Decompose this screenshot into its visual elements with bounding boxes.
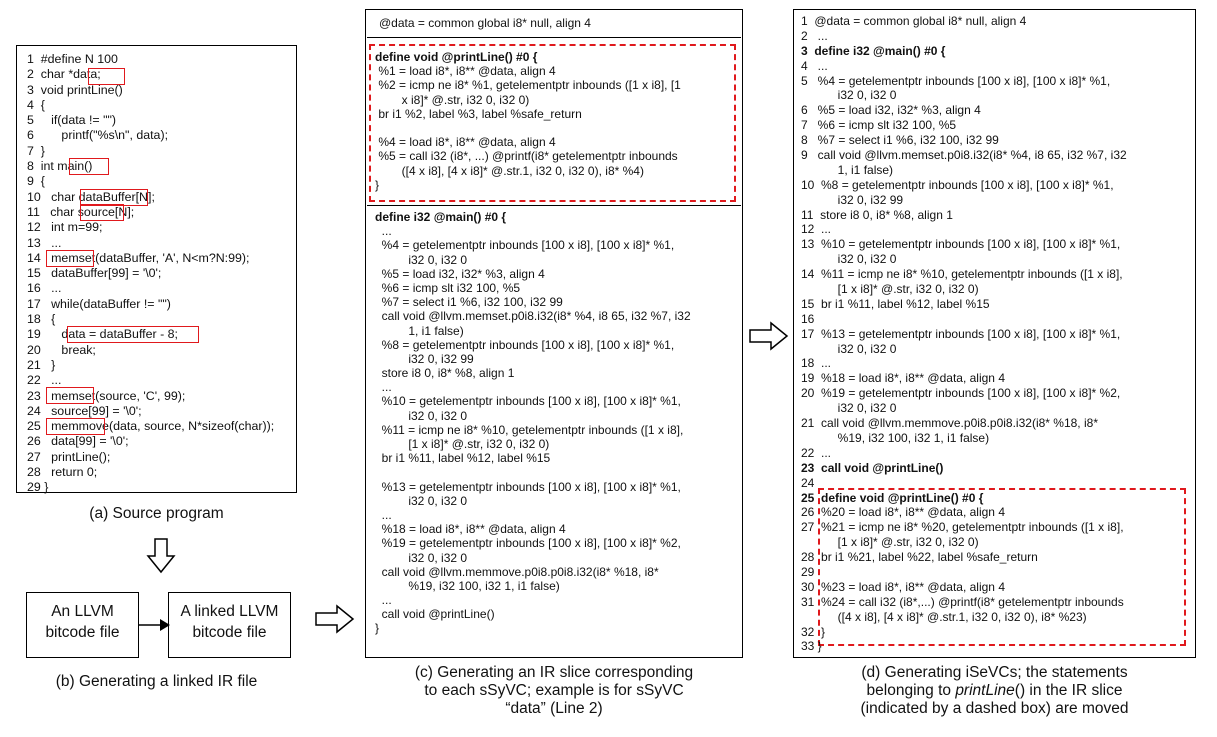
ir-line: ... <box>375 507 392 522</box>
ir-line: %18 = load i8*, i8** @data, align 4 <box>375 522 566 537</box>
ir-line: i32 0, i32 0 <box>375 493 468 508</box>
isevc-line: 5 %4 = getelementptr inbounds [100 x i8], [100 x i8]* %1, <box>801 73 1111 88</box>
isevc-line: 24 <box>801 475 815 490</box>
isevc-line: ([4 x i8], [4 x i8]* @.str.1, i32 0, i32 0), i8* %23) <box>801 609 1087 624</box>
ir-line <box>375 121 681 135</box>
isevc-line: 12 ... <box>801 222 832 237</box>
ir-line: ... <box>375 380 392 395</box>
ir-line: %8 = getelementptr inbounds [100 x i8], [100 x i8]* %1, <box>375 337 675 352</box>
ir-line: br i1 %11, label %12, label %15 <box>375 451 551 466</box>
source-line: 5 if(data != "") <box>27 113 117 128</box>
caption-c-line2: to each sSyVC; example is for sSyVC <box>424 682 684 699</box>
ir-line <box>375 465 691 479</box>
source-line: 22 ... <box>27 373 62 388</box>
isevc-line: 3 define i32 @main() #0 { <box>801 43 946 58</box>
source-line: 9 { <box>27 174 45 189</box>
isevc-line: 1, i1 false) <box>801 162 894 177</box>
caption-c-line1: (c) Generating an IR slice corresponding <box>414 664 694 681</box>
highlight-memset-2 <box>46 387 94 404</box>
isevc-line: 27 %21 = icmp ne i8* %20, getelementptr inbounds ([1 x i8], <box>801 520 1124 535</box>
source-line: 10 char dataBuffer[N]; <box>27 189 155 204</box>
ir-line: %19, i32 100, i32 1, i1 false) <box>375 578 560 593</box>
ir-line: %19 = getelementptr inbounds [100 x i8], [100 x i8]* %2, <box>375 536 681 551</box>
isevc-line: 7 %6 = icmp slt i32 100, %5 <box>801 118 957 133</box>
highlight-memset-1 <box>46 250 94 267</box>
source-line: 24 source[99] = '\0'; <box>27 403 142 418</box>
right-arrow-hollow-2 <box>749 321 789 351</box>
isevc-line: 20 %19 = getelementptr inbounds [100 x i8], [100 x i8]* %2, <box>801 386 1121 401</box>
isevc-line: i32 0, i32 0 <box>801 252 897 267</box>
ir-line: ... <box>375 224 392 239</box>
ir-line: call void @llvm.memmove.p0i8.p0i8.i32(i8* %18, i8* <box>375 564 659 579</box>
ir-line: i32 0, i32 0 <box>375 550 468 565</box>
ir-line: i32 0, i32 0 <box>375 252 468 267</box>
isevc-line: 17 %13 = getelementptr inbounds [100 x i8], [100 x i8]* %1, <box>801 326 1121 341</box>
isevc-line: 30 %23 = load i8*, i8** @data, align 4 <box>801 579 1005 594</box>
caption-a: (a) Source program <box>89 505 224 522</box>
isevc-line: 13 %10 = getelementptr inbounds [100 x i8], [100 x i8]* %1, <box>801 237 1121 252</box>
ir-header: @data = common global i8* null, align 4 <box>379 16 591 30</box>
isevc-line: 26 %20 = load i8*, i8** @data, align 4 <box>801 505 1005 520</box>
source-line: 29 } <box>27 480 49 495</box>
source-line: 2 char *data; <box>27 67 101 82</box>
isevc-line: i32 0, i32 0 <box>801 88 897 103</box>
caption-d-line1: (d) Generating iSeVCs; the statements <box>861 664 1128 681</box>
ir-line: call void @printLine() <box>375 607 495 622</box>
isevc-line: 33 } <box>801 639 822 654</box>
isevc-line: [1 x i8]* @.str, i32 0, i32 0) <box>801 282 979 297</box>
isevc-line: 9 call void @llvm.memset.p0i8.i32(i8* %4, i8 65, i32 %7, i32 <box>801 148 1127 163</box>
source-line: 1 #define N 100 <box>27 52 118 66</box>
down-arrow <box>146 538 176 574</box>
ir-line: %4 = load i8*, i8** @data, align 4 <box>375 135 556 150</box>
isevc-line: 19 %18 = load i8*, i8** @data, align 4 <box>801 371 1005 386</box>
isevc-line: 11 store i8 0, i8* %8, align 1 <box>801 207 953 222</box>
caption-d-line2-italic: printLine <box>955 682 1015 699</box>
source-line: 17 while(dataBuffer != "") <box>27 296 171 311</box>
llvm-bitcode-box <box>26 592 139 658</box>
source-line: 26 data[99] = '\0'; <box>27 434 129 449</box>
caption-d-line2 <box>793 682 1196 700</box>
source-line: 15 dataBuffer[99] = '\0'; <box>27 266 162 281</box>
isevc-line: 15 br i1 %11, label %12, label %15 <box>801 296 990 311</box>
isevc-line: 1 @data = common global i8* null, align 4 <box>801 14 1027 28</box>
ir-line: %11 = icmp ne i8* %10, getelementptr inbounds ([1 x i8], <box>375 422 684 437</box>
isevc-line: 22 ... <box>801 445 832 460</box>
highlight-memmove <box>46 418 105 435</box>
isevc-line: 2 ... <box>801 28 828 43</box>
source-line: 4 { <box>27 97 45 112</box>
source-line: 11 char source[N]; <box>27 204 135 219</box>
isevc-line: 21 call void @llvm.memmove.p0i8.p0i8.i32(i8* %18, i8* <box>801 416 1098 431</box>
ir-line: ([4 x i8], [4 x i8]* @.str.1, i32 0, i32 0), i8* %4) <box>375 163 644 178</box>
isevc-line: 32 } <box>801 624 826 639</box>
source-line: 13 ... <box>27 235 62 250</box>
isevc-line: %19, i32 100, i32 1, i1 false) <box>801 430 990 445</box>
source-line: 14 memset(dataBuffer, 'A', N<m?N:99); <box>27 250 250 265</box>
isevc-line: 16 <box>801 311 815 326</box>
source-line: 12 int m=99; <box>27 220 103 235</box>
ir-line: [1 x i8]* @.str, i32 0, i32 0) <box>375 437 550 451</box>
linked-bitcode-label-2: bitcode file <box>192 624 267 641</box>
caption-c-line3: “data” (Line 2) <box>505 700 603 717</box>
llvm-bitcode-label-2: bitcode file <box>45 624 120 641</box>
ir-line: call void @llvm.memset.p0i8.i32(i8* %4, i8 65, i32 %7, i32 <box>375 309 691 324</box>
isevc-line: 10 %8 = getelementptr inbounds [100 x i8], [100 x i8]* %1, <box>801 177 1114 192</box>
highlight-source <box>80 204 124 221</box>
source-line: 23 memset(source, 'C', 99); <box>27 388 186 403</box>
linked-bitcode-box <box>168 592 291 658</box>
source-line: 18 { <box>27 312 56 327</box>
ir-line: store i8 0, i8* %8, align 1 <box>375 366 515 381</box>
isevc-line: i32 0, i32 0 <box>801 401 897 416</box>
caption-d-line2-tail: () in the IR slice <box>1014 682 1123 699</box>
isevc-line: 29 <box>801 564 815 579</box>
ir-line: } <box>375 177 380 192</box>
ir-line: %5 = call i32 (i8*, ...) @printf(i8* getelementptr inbounds <box>375 149 678 164</box>
ir-line: i32 0, i32 99 <box>375 351 474 366</box>
ir-line: %2 = icmp ne i8* %1, getelementptr inbounds ([1 x i8], [1 <box>375 78 681 93</box>
source-line: 19 data = dataBuffer - 8; <box>27 327 178 342</box>
ir-separator-top <box>367 37 741 38</box>
ir-line: } <box>375 621 380 636</box>
isevc-line: 4 ... <box>801 58 828 73</box>
llvm-bitcode-label-1: An LLVM <box>51 603 114 620</box>
ir-line: i32 0, i32 0 <box>375 408 468 423</box>
highlight-data-assign <box>67 326 199 343</box>
source-line: 28 return 0; <box>27 465 98 480</box>
ir-line: %4 = getelementptr inbounds [100 x i8], [100 x i8]* %1, <box>375 238 675 253</box>
isevc-line: i32 0, i32 0 <box>801 341 897 356</box>
isevc-line: 8 %7 = select i1 %6, i32 100, i32 99 <box>801 133 999 148</box>
source-line: 6 printf("%s\n", data); <box>27 128 169 143</box>
ir-line: %6 = icmp slt i32 100, %5 <box>375 280 521 295</box>
isevc-line: [1 x i8]* @.str, i32 0, i32 0) <box>801 535 979 550</box>
ir-separator-mid <box>367 205 741 206</box>
linked-bitcode-label-1: A linked LLVM <box>180 603 279 620</box>
source-line: 20 break; <box>27 342 96 357</box>
isevc-line: 18 ... <box>801 356 832 371</box>
source-line: 21 } <box>27 357 56 372</box>
source-line: 3 void printLine() <box>27 82 123 97</box>
source-line: 27 printLine(); <box>27 449 111 464</box>
right-arrow-solid <box>139 618 171 632</box>
ir-line: 1, i1 false) <box>375 323 464 338</box>
ir-line: %10 = getelementptr inbounds [100 x i8], [100 x i8]* %1, <box>375 394 681 409</box>
isevc-line: 6 %5 = load i32, i32* %3, align 4 <box>801 103 981 118</box>
ir-line: %7 = select i1 %6, i32 100, i32 99 <box>375 295 563 310</box>
right-arrow-hollow-1 <box>315 604 355 634</box>
highlight-data-decl <box>88 68 125 85</box>
isevc-listing <box>801 14 1127 654</box>
ir-line: ... <box>375 593 392 608</box>
source-line: 25 memmove(data, source, N*sizeof(char)); <box>27 419 275 434</box>
ir-line: %5 = load i32, i32* %3, align 4 <box>375 266 545 281</box>
isevc-line: 28 br i1 %21, label %22, label %safe_return <box>801 550 1038 565</box>
isevc-line: 25 define void @printLine() #0 { <box>801 490 984 505</box>
source-line: 8 int main() <box>27 159 93 174</box>
ir-line: br i1 %2, label %3, label %safe_return <box>375 106 582 121</box>
source-line: 16 ... <box>27 281 62 296</box>
source-line: 7 } <box>27 143 45 158</box>
caption-c <box>365 664 743 718</box>
ir-line: x i8]* @.str, i32 0, i32 0) <box>375 92 530 107</box>
caption-d <box>793 664 1196 718</box>
caption-d-line3: (indicated by a dashed box) are moved <box>860 700 1129 717</box>
isevc-line: i32 0, i32 99 <box>801 192 904 207</box>
isevc-line: 31 %24 = call i32 (i8*,...) @printf(i8* getelementptr inbounds <box>801 594 1124 609</box>
isevc-line: 14 %11 = icmp ne i8* %10, getelementptr inbounds ([1 x i8], <box>801 267 1123 282</box>
caption-b: (b) Generating a linked IR file <box>55 673 258 690</box>
ir-line: define void @printLine() #0 { <box>375 50 538 64</box>
ir-line: %13 = getelementptr inbounds [100 x i8], [100 x i8]* %1, <box>375 479 681 494</box>
ir-line: define i32 @main() #0 { <box>375 210 507 224</box>
highlight-printf <box>69 158 109 175</box>
ir-line: %1 = load i8*, i8** @data, align 4 <box>375 64 556 79</box>
caption-d-line2-head: belonging to <box>866 682 956 699</box>
main-ir <box>375 210 691 636</box>
printline-ir <box>375 50 681 192</box>
isevc-line: 23 call void @printLine() <box>801 460 944 475</box>
